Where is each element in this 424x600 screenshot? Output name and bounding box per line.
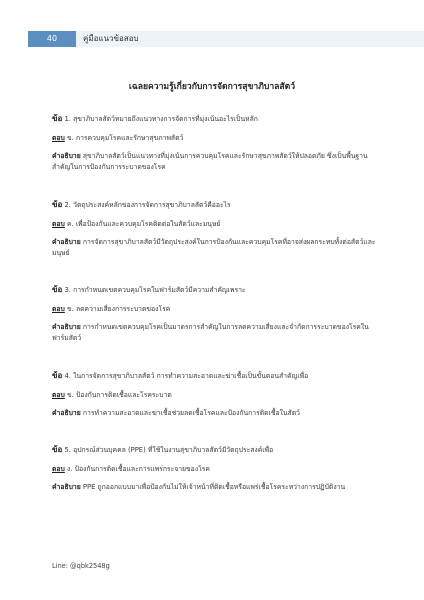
- answer-text: ง. ป้องกันการติดเชื้อและการแพร่กระจายของโรค: [66, 465, 210, 473]
- footer-contact: Line: @qbk2548g: [52, 562, 110, 570]
- explanation-5: [52, 482, 382, 493]
- question-text: การกำหนดเขตควบคุมโรคในฟาร์มสัตว์มีความสำคัญเพราะ: [73, 286, 246, 294]
- qa-item-3: [52, 284, 382, 344]
- question-label: ข้อ: [52, 114, 63, 123]
- explanation-label: คำอธิบาย: [52, 483, 81, 491]
- qa-item-1: [52, 113, 382, 173]
- answer-label: ตอบ: [52, 465, 65, 473]
- explanation-text: การทำความสะอาดและฆ่าเชื้อช่วยลดเชื้อโรคและป้องกันการติดเชื้อในสัตว์: [82, 408, 300, 417]
- explanation-2: [52, 237, 382, 259]
- explanation-text: PPE ถูกออกแบบมาเพื่อป้องกันไม่ให้เจ้าหน้าที่ติดเชื้อหรือแพร่เชื้อโรคระหว่างการปฏิบัติงาน: [82, 483, 346, 491]
- explanation-label: คำอธิบาย: [52, 408, 81, 417]
- question-text: ในการจัดการสุขาภิบาลสัตว์ การทำความสะอาดและฆ่าเชื้อเป็นขั้นตอนสำคัญเพื่อ: [73, 371, 309, 380]
- question-1: [52, 113, 382, 125]
- header-title: คู่มือแนวข้อสอบ: [83, 34, 139, 43]
- answer-label: ตอบ: [52, 219, 65, 228]
- question-3: [52, 284, 382, 296]
- qa-item-2: [52, 199, 382, 259]
- answer-5: [52, 464, 382, 475]
- question-2: [52, 199, 382, 211]
- question-label: ข้อ: [52, 370, 63, 380]
- qa-item-5: [52, 444, 382, 493]
- explanation-3: [52, 322, 382, 344]
- qa-list: [52, 113, 382, 519]
- page-header: [28, 31, 424, 47]
- question-4: [52, 370, 382, 382]
- question-number: 3.: [64, 286, 71, 294]
- answer-text: ค. เพื่อป้องกันและควบคุมโรคติดต่อในสัตว์และมนุษย์: [66, 219, 221, 228]
- question-number: 2.: [64, 200, 71, 209]
- question-number: 1.: [64, 115, 71, 123]
- question-label: ข้อ: [52, 445, 63, 454]
- answer-2: [52, 219, 382, 230]
- page-number-badge: 40: [28, 31, 76, 47]
- explanation-text: การจัดการสุขาภิบาลสัตว์มีวัตถุประสงค์ในการป้องกันและควบคุมโรคที่อาจส่งผลกระทบทั้งต่อสัตว์และมนุษย์: [52, 237, 376, 257]
- answer-1: [52, 133, 382, 144]
- document-title: เฉลยความรู้เกี่ยวกับการจัดการสุขาภิบาลสัตว์: [128, 82, 296, 92]
- explanation-label: คำอธิบาย: [52, 237, 81, 246]
- answer-text: ข. ป้องกันการติดเชื้อและโรคระบาด: [66, 390, 172, 399]
- explanation-label: คำอธิบาย: [52, 323, 81, 331]
- answer-label: ตอบ: [52, 134, 65, 142]
- question-number: 5.: [64, 446, 71, 454]
- question-text: วัตถุประสงค์หลักของการจัดการสุขาภิบาลสัตว์คืออะไร: [73, 200, 231, 209]
- answer-4: [52, 390, 382, 401]
- qa-item-4: [52, 370, 382, 419]
- explanation-1: [52, 151, 382, 173]
- question-5: [52, 444, 382, 456]
- answer-label: ตอบ: [52, 305, 65, 313]
- explanation-text: สุขาภิบาลสัตว์เป็นแนวทางที่มุ่งเน้นการควบคุมโรคและรักษาสุขภาพสัตว์ให้ปลอดภัย ซึ่งเป็นพื้นฐานสำคัญในการป้องกันการระบาดของโรค: [52, 152, 368, 171]
- question-number: 4.: [64, 371, 71, 380]
- question-text: สุขาภิบาลสัตว์หมายถึงแนวทางการจัดการที่มุ่งเน้นอะไรเป็นหลัก: [73, 115, 258, 123]
- explanation-text: การกำหนดเขตควบคุมโรคเป็นมาตรการสำคัญในการลดความเสี่ยงและจำกัดการระบาดของโรคในฟาร์มสัตว์: [52, 323, 369, 342]
- question-label: ข้อ: [52, 199, 63, 209]
- answer-3: [52, 304, 382, 315]
- question-text: อุปกรณ์ส่วนบุคคล (PPE) ที่ใช้ในงานสุขาภิบาลสัตว์มีวัตถุประสงค์เพื่อ: [73, 446, 274, 454]
- answer-text: ข. ลดความเสี่ยงการระบาดของโรค: [66, 305, 171, 313]
- answer-label: ตอบ: [52, 390, 65, 399]
- question-label: ข้อ: [52, 285, 63, 294]
- explanation-4: [52, 408, 382, 419]
- answer-text: ข. การควบคุมโรคและรักษาสุขภาพสัตว์: [66, 134, 184, 142]
- explanation-label: คำอธิบาย: [52, 152, 81, 160]
